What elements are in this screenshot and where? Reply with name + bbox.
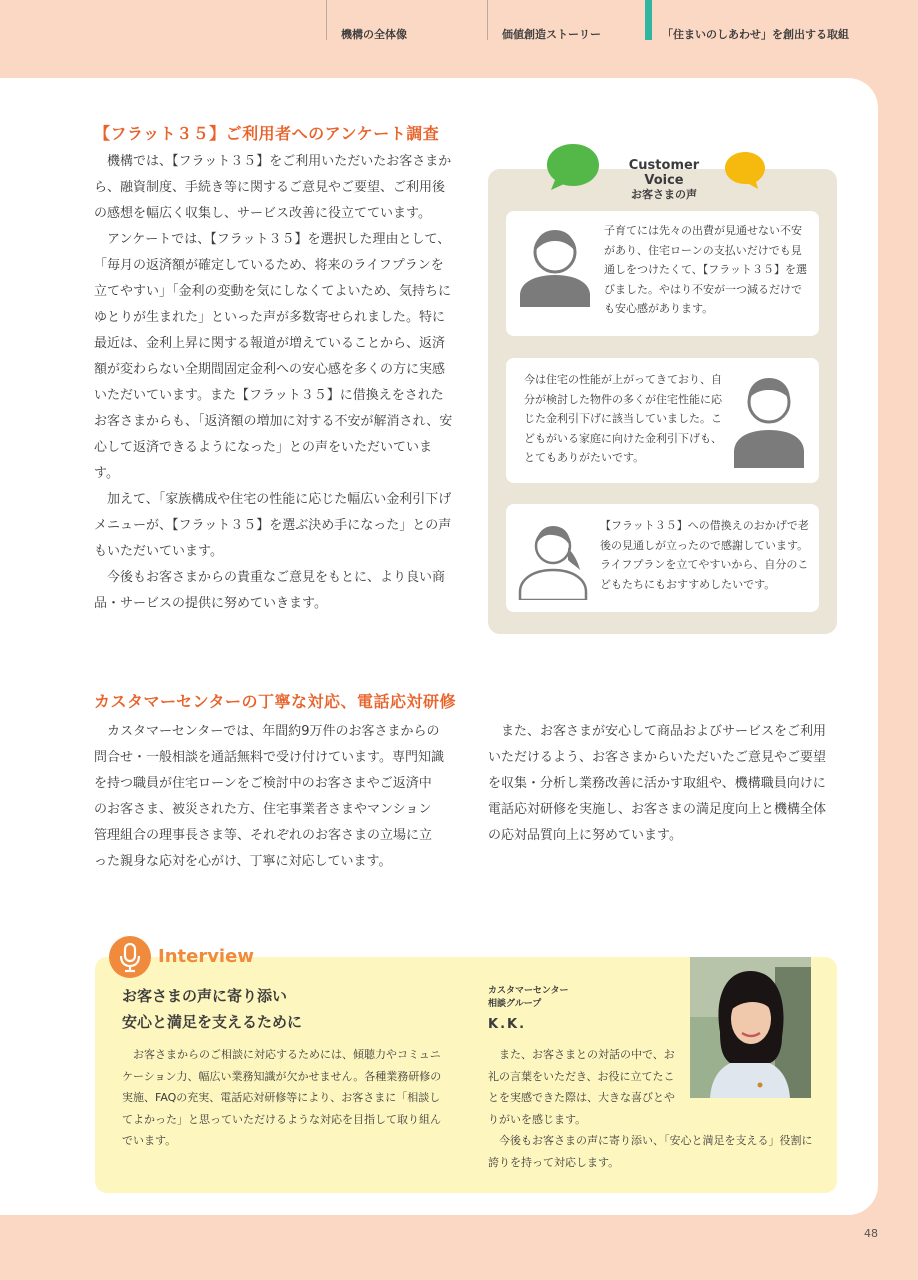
voice-card-text: 今は住宅の性能が上がってきており、自分が検討した物件の多くが住宅性能に応じた金利引下げに該当していました。こどもがいる家庭に向けた金利引下げも、とてもありがたいです。	[524, 373, 722, 464]
interviewee-photo	[690, 957, 811, 1098]
survey-paragraph: 加えて、「家族構成や住宅の性能に応じた幅広い金利引下げメニューが、【フラット３５】を選ぶ決め手になった」との声もいただいています。	[94, 492, 452, 559]
voice-card-text: 子育てには先々の出費が見通せない不安があり、住宅ローンの支払いだけでも見通しをつけたくて、【フラット３５】を選びました。やはり不安が一つ減るだけでも安心感があります。	[604, 224, 808, 315]
interview-text-right-2	[488, 1130, 820, 1173]
interviewee-name: K.K.	[488, 1017, 527, 1032]
person-icon	[518, 225, 592, 307]
voice-card	[506, 504, 819, 612]
survey-paragraph: 機構では、【フラット３５】をご利用いただいたお客さまから、融資制度、手続き等に関するご意見やご要望、ご利用後の感想を幅広く収集し、サービス改善に役立てています。	[94, 154, 452, 221]
nav-tab-value-story[interactable]: 価値創造ストーリー	[487, 0, 601, 40]
customer-voice-title-jp: お客さまの声	[631, 188, 697, 201]
interview-heading-line: 安心と満足を支えるために	[122, 1013, 303, 1031]
interview-paragraph: また、お客さまとの対話の中で、お礼の言葉をいただき、お役に立てたことを実感できた際は、大きな喜びとやりがいを感じます。	[488, 1048, 675, 1126]
interviewee-department	[488, 985, 568, 1011]
survey-body	[94, 149, 456, 617]
voice-card	[506, 211, 819, 336]
section-title-survey: 【フラット３５】ご利用者へのアンケート調査	[94, 124, 440, 143]
speech-bubble-yellow-icon	[724, 150, 766, 190]
voice-card-text: 【フラット３５】への借換えのおかげで老後の見通しが立ったので感謝しています。ライフプランを立てやすいから、自分のこどもたちにもおすすめしたいです。	[600, 519, 809, 591]
interview-paragraph: お客さまからのご相談に対応するためには、傾聴力やコミュニケーション力、幅広い業務知識が欠かせません。各種業務研修の実施、FAQの充実、電話応対研修等により、お客さまに「相談してよかった」と思っていただけるような対応を目指して取り組んでいます。	[122, 1048, 442, 1147]
interview-heading-line: お客さまの声に寄り添い	[122, 987, 288, 1005]
voice-card	[506, 358, 819, 483]
nav-tab-overview[interactable]: 機構の全体像	[326, 0, 407, 40]
customer-voice-title	[608, 158, 720, 202]
customer-center-body-left	[94, 719, 444, 875]
survey-paragraph: アンケートでは、【フラット３５】を選択した理由として、「毎月の返済額が確定しているため、将来のライフプランを立てやすい」「金利の変動を気にしなくてよいため、気持ちにゆとりが生まれた」といった声が多数寄せられました。特に最近は、金利上昇に関する報道が増えていることから、返済額が変わらない全期間固定金利への安心感を多くの方に実感いただいています。また【フラット３５】に借換えをされたお客さまからも、「返済額の増加に対する不安が解消され、安心して返済できるようになった」との声をいただいています。	[94, 232, 453, 481]
page-number: 48	[864, 1227, 878, 1240]
person-female-icon	[518, 520, 588, 600]
microphone-icon	[108, 935, 152, 979]
customer-center-paragraph: カスタマーセンターでは、年間約9万件のお客さまからの問合せ・一般相談を通話無料で受け付けています。専門知識を持つ職員が住宅ローンをご検討中のお客さまやご返済中のお客さま、被災された方、住宅事業者さまやマンション管理組合の理事長さま等、それぞれのお客さまの立場に立った親身な応対を心がけ、丁寧に対応しています。	[94, 724, 444, 869]
customer-center-paragraph: また、お客さまが安心して商品およびサービスをご利用いただけるよう、お客さまからいただいたご意見やご要望を収集・分析し業務改善に活かす取組や、機構職員向けに電話応対研修を実施し、お客さまの満足度向上と機構全体の応対品質向上に努めています。	[488, 724, 827, 843]
department-line: 相談グループ	[488, 999, 542, 1009]
section-title-customer-center: カスタマーセンターの丁寧な対応、電話応対研修	[94, 692, 457, 711]
interview-text-right-1	[488, 1044, 682, 1130]
survey-paragraph: 今後もお客さまからの貴重なご意見をもとに、より良い商品・サービスの提供に努めていきます。	[94, 570, 446, 611]
interview-text-left	[122, 1044, 446, 1152]
interview-heading	[122, 983, 302, 1035]
nav-tab-housing-happiness[interactable]: 「住まいのしあわせ」を創出する取組	[645, 0, 849, 40]
customer-voice-title-en: Customer Voice	[628, 158, 700, 188]
person-icon	[732, 372, 806, 468]
interview-paragraph: 今後もお客さまの声に寄り添い、「安心と満足を支える」役割に誇りを持って対応します。	[488, 1134, 813, 1169]
department-line: カスタマーセンター	[488, 986, 569, 996]
top-navigation	[0, 0, 918, 78]
speech-bubble-green-icon	[546, 142, 600, 192]
interview-label: Interview	[158, 946, 254, 967]
customer-center-body-right	[488, 719, 838, 849]
